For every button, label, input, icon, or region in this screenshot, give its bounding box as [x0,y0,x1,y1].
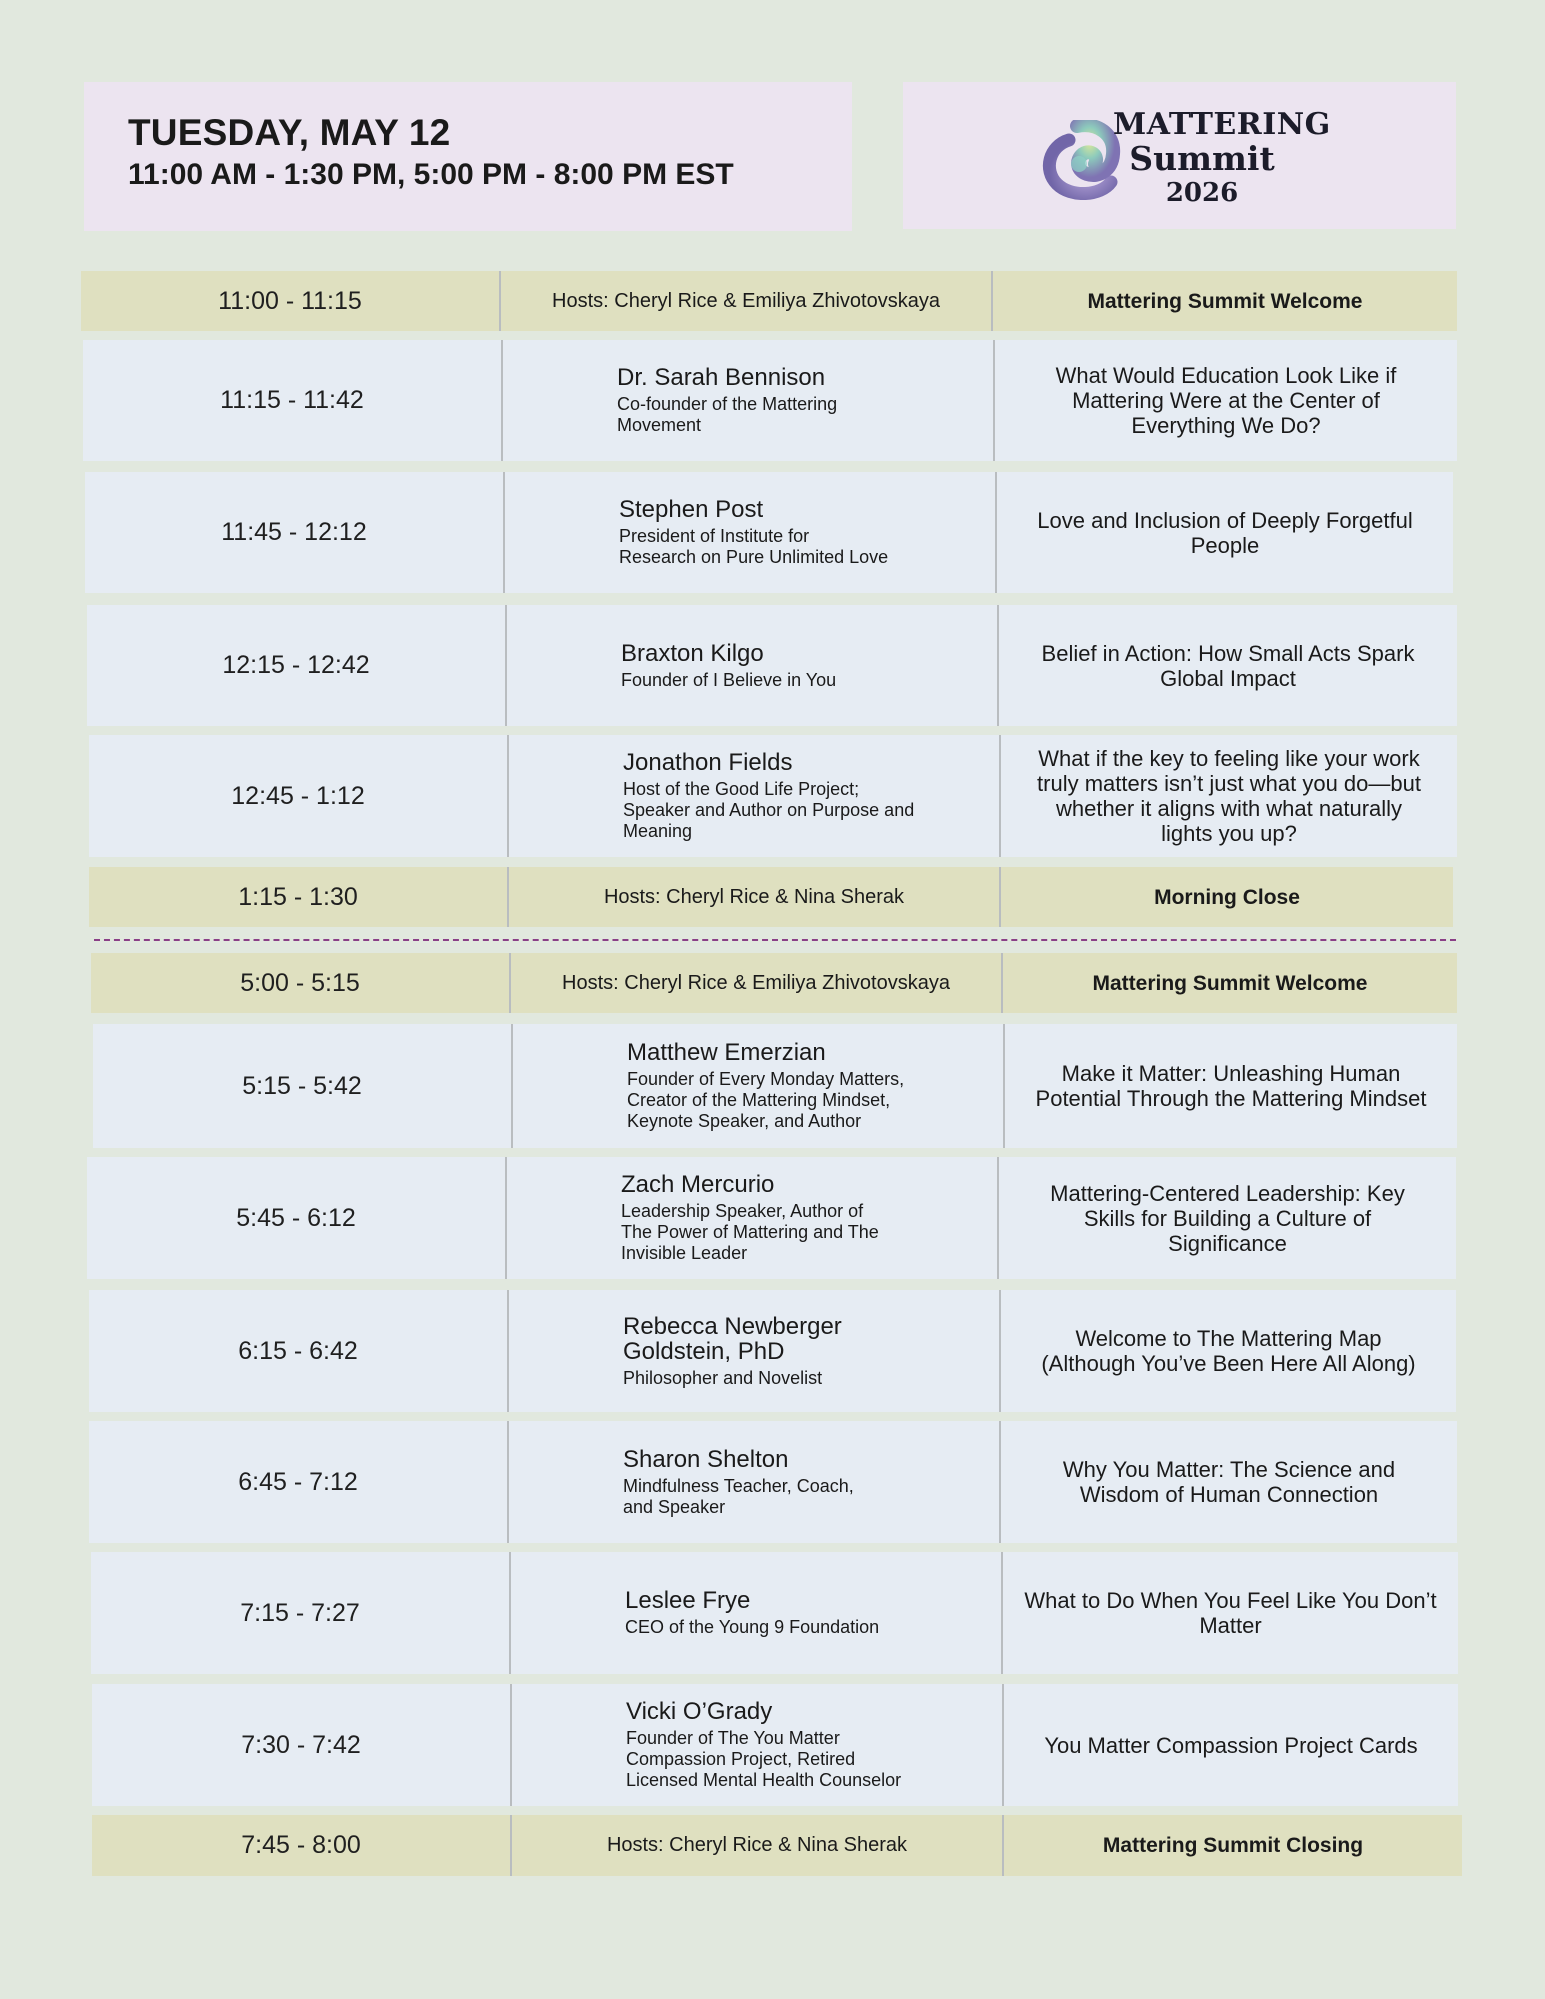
event-day: TUESDAY, MAY 12 [128,112,451,153]
session-time: 11:45 - 12:12 [85,472,505,593]
session-title: Mattering-Centered Leadership: Key Skills for Building a Culture of Significance [1050,1180,1405,1256]
session-title: Mattering Summit Welcome [1092,971,1368,995]
speaker-info [507,1172,879,1264]
watercolor-knot-icon [1039,120,1123,200]
session-time: 6:15 - 6:42 [89,1290,509,1412]
speaker-info [507,641,836,691]
session-title: What to Do When You Feel Like You Don’t Matter [1024,1588,1437,1638]
speaker-cell [505,472,997,593]
logo-line-1: MATTERING [1113,107,1331,142]
session-time: 7:45 - 8:00 [92,1815,512,1876]
session-time: 6:45 - 7:12 [89,1421,509,1543]
speaker-cell [507,605,999,726]
speaker-info [503,365,837,436]
speaker-cell [513,1024,1005,1148]
speaker-cell [509,1290,1001,1412]
speaker-name: Jonathon Fields [623,749,793,776]
speaker-info [509,1314,842,1389]
speaker-name: Dr. Sarah Bennison [617,364,826,391]
logo-line-3: 2026 [1165,178,1239,208]
session-row [87,1157,1456,1279]
speaker-name: Zach Mercurio [621,1171,775,1198]
speaker-cell [507,1157,999,1279]
speaker-role: Philosopher and Novelist [623,1367,823,1388]
session-row [87,605,1457,726]
speaker-role: Founder of I Believe in You [621,669,837,690]
hosts-label: Hosts: Cheryl Rice & Emiliya Zhivotovskaya [511,953,1003,1013]
speaker-role: Mindfulness Teacher, Coach, and Speaker [623,1475,854,1517]
date-header [84,82,852,231]
speaker-info [511,1588,879,1638]
hosts-label: Hosts: Cheryl Rice & Nina Sherak [512,1815,1004,1876]
speaker-name: Vicki O’Grady [626,1698,773,1725]
session-title: What if the key to feeling like your work truly matters isn’t just what you do—but whether it aligns with what naturally lights you up? [1037,746,1421,846]
session-title: Love and Inclusion of Deeply Forgetful People [1037,507,1413,558]
summit-logo [903,82,1456,229]
session-divider [94,939,1456,941]
session-time: 1:15 - 1:30 [89,867,509,927]
session-title: Morning Close [1154,885,1300,909]
session-time: 5:45 - 6:12 [87,1157,507,1279]
speaker-info [512,1699,901,1791]
hosts-label: Hosts: Cheryl Rice & Emiliya Zhivotovskaya [501,271,993,331]
session-time: 12:45 - 1:12 [89,735,509,857]
speaker-name: Leslee Frye [625,1587,751,1614]
session-title: Make it Matter: Unleashing Human Potential Through the Mattering Mindset [1035,1061,1427,1111]
session-time: 11:00 - 11:15 [81,271,501,331]
speaker-role: Co-founder of the Mattering Movement [617,394,838,435]
speaker-role: Leadership Speaker, Author of The Power of Mattering and The Invisible Leader [621,1201,879,1263]
session-time: 12:15 - 12:42 [87,605,507,726]
speaker-role: CEO of the Young 9 Foundation [625,1617,880,1637]
host-row [92,1815,1462,1876]
speaker-cell [509,1421,1001,1543]
session-title: Why You Matter: The Science and Wisdom of Human Connection [1062,1457,1396,1507]
session-time: 7:15 - 7:27 [91,1552,511,1674]
speaker-cell [511,1552,1003,1674]
session-time: 11:15 - 11:42 [83,340,503,461]
session-title: Belief in Action: How Small Acts Spark Global Impact [1041,640,1415,691]
session-row [85,472,1453,593]
session-time: 5:15 - 5:42 [93,1024,513,1148]
session-title: Welcome to The Mattering Map (Although You’ve Been Here All Along) [1041,1326,1416,1376]
session-row [89,1290,1456,1412]
session-row [89,735,1457,857]
speaker-info [509,1447,854,1518]
speaker-name: Matthew Emerzian [627,1039,826,1066]
speaker-cell [503,340,995,461]
session-title: Mattering Summit Welcome [1087,289,1363,313]
session-row [83,340,1457,461]
speaker-info [505,497,888,568]
session-title: What Would Education Look Like if Mattering Were at the Center of Everything We Do? [1055,363,1397,438]
hosts-label: Hosts: Cheryl Rice & Nina Sherak [509,867,1001,927]
logo-line-2: Summit [1129,139,1275,178]
speaker-info [513,1040,904,1132]
host-row [81,271,1457,331]
session-row [93,1024,1457,1148]
speaker-role: Founder of The You Matter Compassion Project, Retired Licensed Mental Health Counselor [626,1728,902,1790]
speaker-name: Rebecca Newberger Goldstein, PhD [623,1312,842,1365]
session-row [92,1684,1458,1806]
speaker-role: Founder of Every Monday Matters, Creator of the Mattering Mindset, Keynote Speaker, and Author [627,1069,905,1131]
speaker-cell [509,735,1001,857]
session-time: 5:00 - 5:15 [91,953,511,1013]
logo-wordmark [1113,107,1331,210]
host-row [91,953,1457,1013]
speaker-name: Stephen Post [619,496,764,523]
session-time: 7:30 - 7:42 [92,1684,512,1806]
session-row [89,1421,1457,1543]
speaker-role: Host of the Good Life Project; Speaker and Author on Purpose and Meaning [623,779,915,841]
speaker-role: President of Institute for Research on Pure Unlimited Love [619,526,889,567]
session-title: Mattering Summit Closing [1102,1834,1364,1857]
speaker-name: Sharon Shelton [623,1445,789,1473]
speaker-info [509,750,914,842]
event-times: 11:00 AM - 1:30 PM, 5:00 PM - 8:00 PM EST [128,158,734,191]
session-title: You Matter Compassion Project Cards [1044,1732,1418,1758]
host-row [89,867,1453,927]
speaker-name: Braxton Kilgo [621,639,764,667]
speaker-cell [512,1684,1004,1806]
session-row [91,1552,1458,1674]
